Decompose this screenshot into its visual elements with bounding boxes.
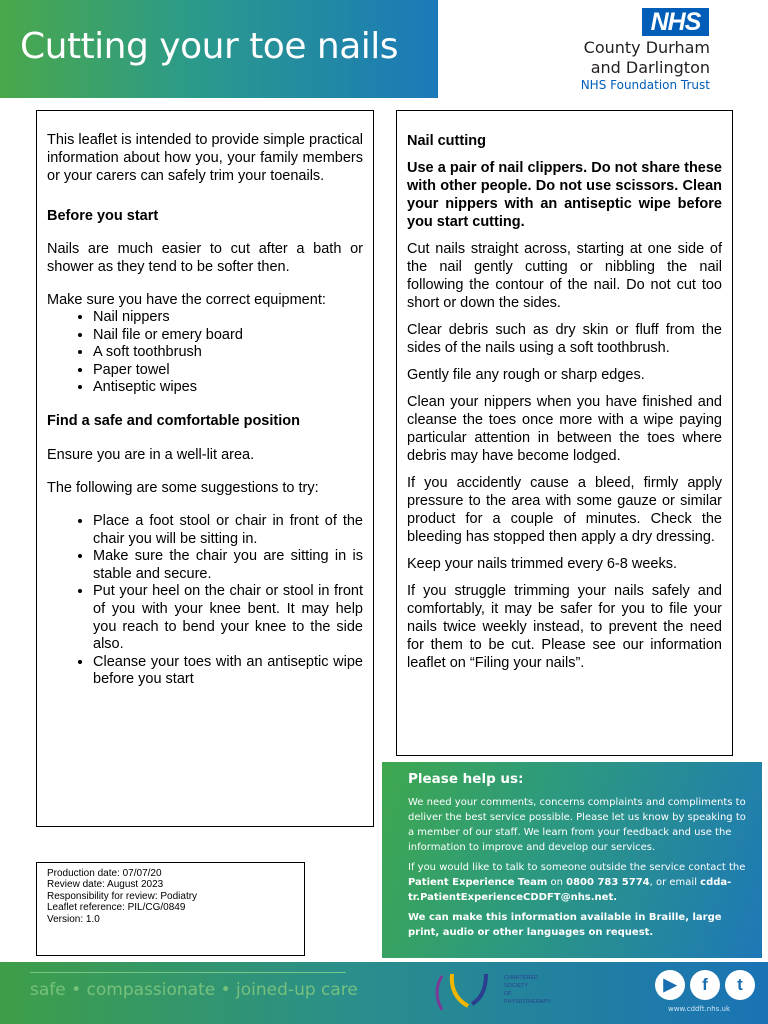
list-item: • Nail nippers — [93, 309, 363, 327]
suggestions-list — [47, 513, 363, 689]
nail-cutting-paragraph: If you accidently cause a bleed, firmly apply pressure to the area with some gauze or similar product for a couple of minutes. Check the bleeding has stopped then apply a dry dressing. — [407, 475, 722, 545]
feedback-text: If you would like to talk to someone outside the service contact the — [408, 862, 746, 873]
patient-experience-team: Patient Experience Team — [408, 877, 548, 888]
leaflet-reference: Leaflet reference: PIL/CG/0849 — [47, 902, 186, 914]
equipment-list — [47, 309, 363, 397]
slogan-divider — [30, 972, 346, 973]
social-caption: www.cddft.nhs.uk — [668, 1005, 731, 1013]
nail-cutting-paragraph: Clean your nippers when you have finished and cleanse the toes once more with a wipe paying particular attention in between the toes where debris may have become lodged. — [407, 394, 722, 464]
nail-cutting-paragraph: Cut nails straight across, starting at one side of the nail gently cutting or nibbling the nail following the contour of the nail. Do not cut too short or down the sides. — [407, 241, 722, 311]
feedback-paragraph-2 — [408, 860, 746, 905]
version: Version: 1.0 — [47, 913, 100, 925]
nail-cutting-paragraph: Clear debris such as dry skin or fluff from the sides of the nails using a soft toothbrush. — [407, 322, 722, 356]
review-date: Review date: August 2023 — [47, 879, 164, 891]
list-item: • Place a foot stool or chair in front of the chair you will be sitting in. — [93, 513, 363, 548]
trust-name-line3: NHS Foundation Trust — [580, 78, 710, 92]
production-date: Production date: 07/07/20 — [47, 868, 162, 879]
intro-paragraph: This leaflet is intended to provide simple practical information about how you, your family members or your carers can safely trim your toenails. — [47, 132, 363, 184]
nail-cutting-intro: Use a pair of nail clippers. Do not share these with other people. Do not use scissors. Clean your nippers with an antiseptic wipe before you start cutting. — [407, 160, 722, 230]
phone-number: 0800 783 5774 — [566, 877, 650, 888]
nail-cutting-paragraph: Gently file any rough or sharp edges. — [407, 367, 645, 383]
list-item: • Antiseptic wipes — [93, 379, 363, 397]
email-address: cdda-tr.PatientExperienceCDDFT@nhs.net. — [408, 877, 732, 903]
right-content-box — [396, 110, 733, 756]
feedback-text: , or email — [649, 877, 701, 888]
left-content-box — [36, 110, 374, 827]
feedback-panel — [382, 762, 762, 958]
nail-cutting-paragraph: If you struggle trimming your nails safely and comfortably, it may be safer for you to file your nails twice weekly instead, to prevent the need for them to be cut. Please see our information leaflet on “Filing your nails”. — [407, 583, 722, 671]
trust-name-line2: and Darlington — [590, 58, 710, 77]
review-responsibility: Responsibility for review: Podiatry — [47, 890, 198, 902]
feedback-paragraph-3: We can make this information available in Braille, large print, audio or other languages on request. — [408, 912, 722, 938]
list-item: • Paper towel — [93, 362, 363, 380]
position-paragraph-2: The following are some suggestions to try: — [47, 479, 319, 496]
list-item: • A soft toothbrush — [93, 344, 363, 362]
before-paragraph-1: Nails are much easier to cut after a bath or shower as they tend to be softer then. — [47, 241, 363, 275]
nail-cutting-paragraph: Keep your nails trimmed every 6-8 weeks. — [407, 556, 677, 572]
feedback-paragraph-1: We need your comments, concerns complaints and compliments to deliver the best service possible. Please let us know by speaking to a member of our staff. We learn from your feedback and use the information to improve and develop our services. — [408, 797, 746, 853]
nhs-logo: NHS — [642, 8, 709, 36]
footer-slogan: safe • compassionate • joined-up care — [30, 980, 358, 1000]
feedback-text: on — [547, 877, 567, 888]
before-paragraph-2: Make sure you have the correct equipment: — [47, 292, 326, 308]
list-item: • Cleanse your toes with an antiseptic wipe before you start — [93, 654, 363, 689]
csp-logo-text: CHARTERED SOCIETY OF PHYSIOTHERAPY — [504, 975, 551, 1005]
page-title: Cutting your toe nails — [20, 26, 399, 67]
feedback-title: Please help us: — [408, 771, 524, 787]
facebook-icon[interactable]: f — [690, 970, 720, 1000]
list-item: • Nail file or emery board — [93, 327, 363, 345]
nail-cutting-heading: Nail cutting — [407, 133, 486, 149]
production-info-box — [36, 862, 305, 956]
youtube-icon[interactable]: ▶ — [655, 970, 685, 1000]
csp-logo — [428, 966, 568, 1018]
before-heading: Before you start — [47, 208, 159, 224]
trust-name-line1: County Durham — [583, 38, 710, 57]
position-paragraph-1: Ensure you are in a well-lit area. — [47, 446, 255, 463]
list-item: • Make sure the chair you are sitting in is stable and secure. — [93, 548, 363, 583]
position-heading: Find a safe and comfortable position — [47, 412, 300, 429]
twitter-icon[interactable]: t — [725, 970, 755, 1000]
list-item: • Put your heel on the chair or stool in front of you with your knee bent. It may help you reach to bend your knee to the side also. — [93, 583, 363, 653]
